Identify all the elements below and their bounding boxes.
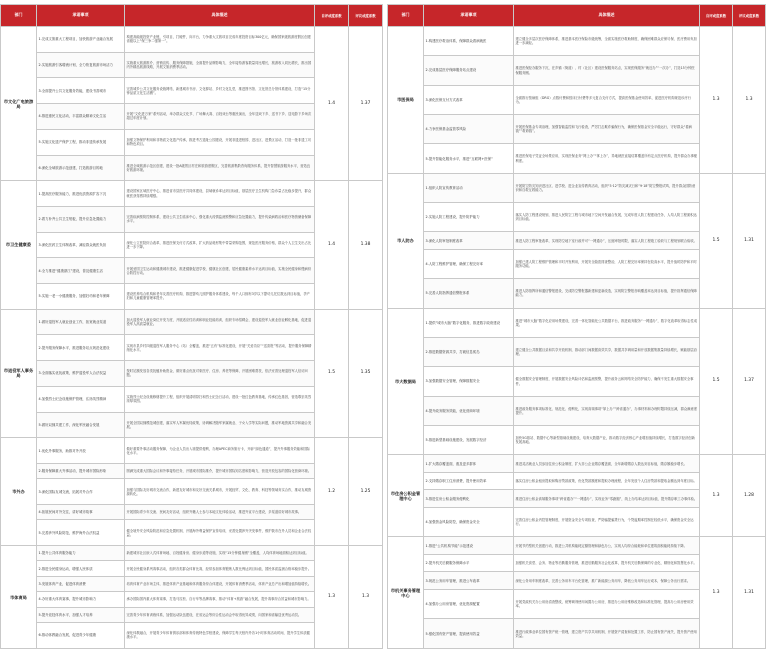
commitment-item-cell: 1.提升公共体育服务能力 xyxy=(37,546,125,561)
department-cell: 市体育局 xyxy=(1,546,37,649)
commitment-item-cell: 3.加强数据安全管理，保障数据安全 xyxy=(424,367,514,396)
right-commitment-table xyxy=(387,4,766,649)
commitment-desc-cell: 完善城乡公共文化服务设施网络，新建城市书房、文化驿站、乡村文化礼堂，推进图书馆、文化馆总分馆体系建设，打造“15分钟品质文化生活圈”。 xyxy=(125,78,315,104)
commitment-desc-cell: 开展全民健身系列赛事活动，组织各类群众体育比赛，经常参加体育锻炼人数比例达到目标值，国民体质监测合格率稳步提升。 xyxy=(125,561,315,576)
commitment-item-cell: 4.加强烈士纪念设施保护管理，弘扬英烈精神 xyxy=(37,386,125,412)
department-cell: 市住房公积金管理中心 xyxy=(388,455,424,537)
commitment-item-cell: 6.推动体教融合发展，促进青少年健康 xyxy=(37,622,125,648)
commitment-desc-cell: 建立健全公共数据目录和共享开放机制，推动部门间数据高效共享，数据共享调用量和开放数据集数量持续增长，赋能基层治理。 xyxy=(514,337,700,366)
table-row xyxy=(1,181,383,207)
department-cell: 市机关事务管理中心 xyxy=(388,537,424,649)
commitment-desc-cell: 开展医保基金专项治理，加强智能监控和飞行检查，严厉打击欺诈骗保行为，确保医保基金安全平稳运行，守好群众“看病钱”“救命钱”。 xyxy=(514,115,700,144)
commitment-item-cell: 5.强化国有资产管理，提高使用效益 xyxy=(424,619,514,649)
commitment-desc-cell: 深化公务用车制度改革，完善公务用车平台化管理，推广新能源公务用车，降低公务用车运行成本，保障公务出行需求。 xyxy=(514,572,700,590)
self-score-cell: 1.5 xyxy=(700,308,733,455)
commitment-item-cell: 2.实施人防工程建设，提升防护能力 xyxy=(424,203,514,232)
commitment-item-cell: 5.推进新型基础设施建设，发展数字经济 xyxy=(424,426,514,455)
commitment-item-cell: 1.完成文旅重大工程项目，加快旅游产业融合发展 xyxy=(37,27,125,53)
commitment-desc-cell: 开展爱国卫生运动和健康城市建设，推进健康促进学校、健康社区创建，居民健康素养水平达到目标值，实施全民健身和慢病综合防控行动。 xyxy=(125,258,315,284)
commitment-desc-cell: 加强已建人防工程维护管理和平时开发利用，开展安全隐患排查整治，人防工程完好率保持在较高水平，提升战时防护和平时服务功能。 xyxy=(514,249,700,278)
commitment-item-cell: 4.力争医保基金监管零风险 xyxy=(424,115,514,144)
commitment-item-cell: 5.完善人防指挥通信警报体系 xyxy=(424,279,514,308)
commitment-item-cell: 1.提高医疗服务能力，推进优质资源扩容下沉 xyxy=(37,181,125,207)
commitment-item-cell: 2.提升服务保障水平，推进服务站点规范化建设 xyxy=(37,335,125,361)
commitment-desc-cell: 圆满完成重大国际会议和外事接待任务，开展城市国际推介，提升城市国际知名度和影响力，营造开放包容的国际化营商环境。 xyxy=(125,463,315,478)
eval-score-cell: 1.38 xyxy=(349,181,383,310)
commitment-desc-cell: 推进医保经办服务下沉，在乡镇（街道）、村（社区）建设医保服务站点，实现医保服务“就近办”“一次办”，打造15分钟医保服务圈。 xyxy=(514,56,700,85)
commitment-item-cell: 4.拓展民间对外交往，讲好城市故事 xyxy=(37,505,125,520)
self-score-cell: 1.5 xyxy=(315,309,349,438)
commitment-item-cell: 3.深化医药卫生体制改革，减轻群众就医负担 xyxy=(37,232,125,258)
eval-score-cell: 1.37 xyxy=(733,308,766,455)
self-score-cell: 1.5 xyxy=(700,173,733,308)
header-self-score: 自评或度系数 xyxy=(315,5,349,27)
commitment-desc-cell: 加强与国际友好城市交流合作，新建友好城市和友好交流关系城市，开展经贸、文化、教育、科技等领域务实合作，推动友城资源转化。 xyxy=(125,479,315,505)
table-header-row xyxy=(1,5,383,27)
commitment-desc-cell: 深化体教融合，开展青少年体育俱乐部和体育传统特色学校建设，保障学生每天校内外各1小时体育活动时间，提升学生体质健康水平。 xyxy=(125,622,315,648)
commitment-desc-cell: 建设医养结合机构和老年友善医疗机构，推进婴幼儿照护服务体系建设，每千人口拥有3岁以下婴幼儿托位数达到目标值，孕产妇和儿童健康管理率提升。 xyxy=(125,284,315,310)
commitment-desc-cell: 加强机关食堂、会务、物业等后勤服务管理，推进后勤服务社会化改革，提升机关后勤保障的专业化、精细化和智慧化水平。 xyxy=(514,554,700,572)
commitment-item-cell: 4.加强资金风险防控，确保资金安全 xyxy=(424,508,514,537)
commitment-item-cell: 1.扩大缴存覆盖面，惠及更多群体 xyxy=(424,455,514,473)
commitment-desc-cell: 健全境外安全风险防范和应急处置机制，开展海外利益保护宣传培训，妥善处置涉外突发事件，维护我市在外人员和企业合法权益。 xyxy=(125,520,315,546)
commitment-desc-cell: 推进灵活就业人员参加住房公积金制度，扩大非公企业缴存覆盖面，全年新增缴存人数达到目标值，缴存额稳步增长。 xyxy=(514,455,700,473)
department-cell: 市医保局 xyxy=(388,27,424,174)
commitment-desc-cell: 加快5G基站、数据中心等新型基础设施建设，培育大数据产业，推动数字经济核心产业增加值持续增长，打造数字经济创新发展高地。 xyxy=(514,426,700,455)
commitment-desc-cell: 按时足额发放各类抚恤补助资金，做好重点优抚对象医疗、住房、养老等保障，开展困难帮扶，依法妥善处理退役军人信访问题。 xyxy=(125,361,315,387)
header-desc: 具体描述 xyxy=(125,5,315,27)
self-score-cell: 1.2 xyxy=(315,438,349,546)
commitment-item-cell: 3.全面提升公共文化服务效能，建设书香城市 xyxy=(37,78,125,104)
commitment-item-cell: 5.实施文化遗产保护工程，推动非遗传承发展 xyxy=(37,129,125,155)
header-desc: 具体描述 xyxy=(514,5,700,27)
commitment-item-cell: 2.着力补齐公共卫生短板，提升应急处置能力 xyxy=(37,206,125,232)
commitment-desc-cell: 建立健全多层次医疗保障体系，推进基本医疗保险市级统筹，全面实施医疗救助制度，确保困难群众应保尽保、医疗费用负担进一步减轻。 xyxy=(514,27,700,56)
self-score-cell: 1.3 xyxy=(700,537,733,649)
header-item: 承诺事项 xyxy=(37,5,125,27)
commitment-item-cell: 1.优化外事服务，助推对外开放 xyxy=(37,438,125,464)
commitment-desc-cell: 新建城市社区嵌入式体育场地、百姓健身房、健身步道等设施，实现“15分钟健身圈”全覆盖，人均体育场地面积达到目标值。 xyxy=(125,546,315,561)
commitment-desc-cell: 加大退役军人就业岗位开发力度，开展适应性培训和职业技能培训，组织专场招聘会，建设退役军人就业创业孵化基地，促进退役军人高质量就业。 xyxy=(125,309,315,335)
commitment-item-cell: 4.办好重大体育赛事，提升城市影响力 xyxy=(37,592,125,607)
commitment-item-cell: 1.组织人防宣传教育活动 xyxy=(424,173,514,202)
self-score-cell: 1.3 xyxy=(315,546,349,649)
commitment-desc-cell: 推进行政事业单位国有资产统一管理，建立资产共享共用机制，开展资产清查和处置工作，防止国有资产流失，提升资产使用效益。 xyxy=(514,619,700,649)
eval-score-cell: 1.3 xyxy=(349,546,383,649)
commitment-desc-cell: 开展国际青少年交流、民间友好活动，组织外籍人士参与本地文化体验活动，推进外宣平台建设，多渠道讲好城市故事。 xyxy=(125,505,315,520)
eval-score-cell: 1.37 xyxy=(349,27,383,181)
table-row xyxy=(1,27,383,53)
commitment-item-cell: 3.深化国际友城交流，拓展对外合作 xyxy=(37,479,125,505)
eval-score-cell: 1.31 xyxy=(733,173,766,308)
commitment-item-cell: 5.完善涉外风险防范，维护海外合法权益 xyxy=(37,520,125,546)
header-dept: 部门 xyxy=(1,5,37,27)
commitment-item-cell: 2.推进全民健身运动，增强人民体质 xyxy=(37,561,125,576)
commitment-desc-cell: 实施烈士纪念设施修缮提升工程，组织开展清明祭扫和烈士纪念日活动，建设一批红色教育基地，传承红色基因，营造尊崇英烈浓厚氛围。 xyxy=(125,386,315,412)
commitment-item-cell: 4.人防工程维护管理，确保工程完好率 xyxy=(424,249,514,278)
left-commitment-table xyxy=(0,4,383,649)
commitment-item-cell: 3.规范公务用车管理，推进公车改革 xyxy=(424,572,514,590)
commitment-desc-cell: 构建高能级投资产业链，引项目，打硬件，向平台，力争重大文旅项目完成年度投资目标300亿元，确保国家级旅游度假区创建省级以上“保三争二强第一”。 xyxy=(125,27,315,53)
table-row xyxy=(388,308,766,337)
commitment-desc-cell: 推进人防工程审批改革，实现防空地下室行政许可“一网通办”，压缩审批时限，落实人防工程竣工验收与工程规划联合验收。 xyxy=(514,232,700,250)
commitment-item-cell: 4.提升政务服务效能，优化营商环境 xyxy=(424,396,514,425)
commitment-desc-cell: 落实人防工程建设规划，推进人民防空工程与城市地下空间开发融合发展，完成年度人防工程建设任务，人均人防工程面积达到目标值。 xyxy=(514,203,700,232)
eval-score-cell: 1.35 xyxy=(349,309,383,438)
table-row xyxy=(388,455,766,473)
commitment-item-cell: 4.加强办公用房管理，优化资源配置 xyxy=(424,589,514,618)
commitment-desc-cell: 开展防空防灾知识进社区、进学校、进企业宣传教育活动，组织“5·12”防灾减灾日和“9·18”防空警报试鸣，提升群众国防意识和自救互救能力。 xyxy=(514,173,700,202)
commitment-desc-cell: 实现市县乡村四级退役军人服务中心（站）全覆盖，推进“五有”标准化建设，开展“关爱功臣”“送喜报”等活动，提升服务保障精细化水平。 xyxy=(125,335,315,361)
commitment-item-cell: 1.推进“公共机构节能”示范建设 xyxy=(424,537,514,555)
department-cell: 市大数据局 xyxy=(388,308,424,455)
commitment-desc-cell: 实施重大旅游推介、营销宣传、服务保障措施，全面提升品牌影响力，全年接待游客数量同比增长，旅游收入同比增长，推出国内外精品旅游线路，开展文旅消费季活动。 xyxy=(125,52,315,78)
department-cell: 市文化广电旅游局 xyxy=(1,27,37,181)
commitment-item-cell: 2.实施旅游引客增流计划，全力恢复旅游市场活力 xyxy=(37,52,125,78)
commitment-item-cell: 5.做好双拥共建工作，深化军民融合发展 xyxy=(37,412,125,438)
commitment-item-cell: 5.提升竞技体育水平，加强人才培养 xyxy=(37,607,125,622)
table-row xyxy=(1,546,383,561)
commitment-item-cell: 2.推进数据资源共享，打破信息孤岛 xyxy=(424,337,514,366)
eval-score-cell: 1.25 xyxy=(349,438,383,546)
commitment-desc-cell: 健全数据安全管理制度，开展数据安全风险评估和监测预警，提升政务云和网络安全防护能力，确保不发生重大数据安全事件。 xyxy=(514,367,700,396)
commitment-desc-cell: 落实住房公积金租房提取和购房贷款政策，优化贷款额度和提取办理流程，全年发放个人住房贷款和提取金额达到年度目标。 xyxy=(514,472,700,490)
table-row xyxy=(1,309,383,335)
commitment-item-cell: 3.发展体育产业，促进体育消费 xyxy=(37,576,125,591)
department-cell: 市退役军人事务局 xyxy=(1,309,37,438)
commitment-desc-cell: 开展党政机关办公用房清查整改，统筹调剂使用闲置办公用房，推进办公用房维修改造和标准化管理，提高办公用房使用效率。 xyxy=(514,589,700,618)
commitment-item-cell: 4.全力推进“健康浙江”建设，普及健康生活 xyxy=(37,258,125,284)
department-cell: 市卫生健康委 xyxy=(1,181,37,310)
commitment-item-cell: 3.全面落实优抚政策，维护退役军人合法权益 xyxy=(37,361,125,387)
eval-score-cell: 1.28 xyxy=(733,455,766,537)
department-cell: 市人防办 xyxy=(388,173,424,308)
department-cell: 市外办 xyxy=(1,438,37,546)
commitment-desc-cell: 推进政务服务事项标准化、规范化、便利化，实现高频事项“掌上办”“跨省通办”，办事材料和办理时限持续压减，群众满意度提升。 xyxy=(514,396,700,425)
commitment-desc-cell: 推进住房公积金高频服务事项“跨省通办”“一网通办”，实现业务“零跑腿”，线上办结率达到目标值，提升缴存职工办事体验。 xyxy=(514,490,700,508)
commitment-desc-cell: 开展全国双拥模范城创建，落实军人军属优待政策，协调解决随军家属就业、子女入学等实际问题，推动军地资源共享和融合发展。 xyxy=(125,412,315,438)
commitment-desc-cell: 推进全域旅游示范区创建，建设一批A级景区村庄和旅游度假区，完善旅游集散咨询服务体系，提升智慧旅游服务水平，营造良好旅游环境。 xyxy=(125,155,315,181)
commitment-item-cell: 6.深化全域旅游示范创建，打造旅游目的地 xyxy=(37,155,125,181)
table-row xyxy=(1,438,383,464)
commitment-item-cell: 2.完成基层医疗保障服务站点建设 xyxy=(424,56,514,85)
self-score-cell: 1.4 xyxy=(315,181,349,310)
right-table-body xyxy=(388,27,766,649)
header-item: 承诺事项 xyxy=(424,5,514,27)
commitment-desc-cell: 培育体育产业市场主体，推进体育产业基地和体育服务综合体建设，开展体育消费季活动，体育产业总产出和增加值持续增长。 xyxy=(125,576,315,591)
commitment-item-cell: 5.实施一老一小健康服务，加强妇幼和老年保障 xyxy=(37,284,125,310)
table-header-row xyxy=(388,5,766,27)
self-score-cell: 1.3 xyxy=(700,455,733,537)
commitment-desc-cell: 承办国际国内重大体育赛事，打造马拉松、自行车等品牌赛事，推动“体育+旅游”融合发展，提升赛事综合效益和城市影响力。 xyxy=(125,592,315,607)
commitment-item-cell: 5.提升智能化服务水平，推进“互联网+医保” xyxy=(424,144,514,173)
commitment-item-cell: 1.提供“城市大脑”数字化服务，推进数字政府建设 xyxy=(424,308,514,337)
table-row xyxy=(388,27,766,56)
self-score-cell: 1.4 xyxy=(315,27,349,181)
commitment-item-cell: 3.深化人防审批制度改革 xyxy=(424,232,514,250)
commitment-desc-cell: 推进医保电子凭证全场景应用，实现医保业务“网上办”“掌上办”，异地就医直接结算覆盖所有定点医疗机构，提升群众办事便利度。 xyxy=(514,144,700,173)
commitment-item-cell: 2.服务保障重大外事活动，提升城市国际形象 xyxy=(37,463,125,478)
commitment-desc-cell: 完善青少年体育训练体系，加强运动队伍建设，在省运会等综合性运动会中取得优异成绩，向国家和省输送优秀运动员。 xyxy=(125,607,315,622)
commitment-desc-cell: 做好重要外事活动服务保障，为企业人员出入境提供便利，办理APEC商务旅行卡，开辟“绿色通道”，提升外事服务效能和国际化水平。 xyxy=(125,438,315,464)
self-score-cell: 1.3 xyxy=(700,27,733,174)
commitment-desc-cell: 开展“文化进万家”系列活动，举办群众文化节、广场舞大赛、百姓戏台等惠民演出，全年送戏下乡、送书下乡、送电影下乡场次超过年度计划。 xyxy=(125,104,315,130)
commitment-desc-cell: 开展节约型机关创建行动，推进公共机构能耗定额管理和绿色办公，实现人均综合能耗和单位建筑面积能耗持续下降。 xyxy=(514,537,700,555)
eval-score-cell: 1.3 xyxy=(733,27,766,174)
commitment-item-cell: 1.做好退役军人就业创业工作，拓宽就业渠道 xyxy=(37,309,125,335)
commitment-item-cell: 1.构建医疗救治体系，保障群众看病就医 xyxy=(424,27,514,56)
commitment-desc-cell: 推进“城市大脑”数字化应用场景建设，完善一体化智能化公共数据平台，推进政务服务“一网通办”，数字化改革取得标志性成果。 xyxy=(514,308,700,337)
commitment-desc-cell: 完善疾病预防控制体系，建设公共卫生临床中心，强化重大疫情监测预警和应急处置能力，提升传染病救治和医疗物资储备保障水平。 xyxy=(125,206,315,232)
header-eval-score: 评议或度系数 xyxy=(733,5,766,27)
commitment-desc-cell: 全面推行按病组（DRG）点数付费和按床日付费等多元复合支付方式，提高医保基金使用效率，促进医疗机构规范诊疗行为。 xyxy=(514,85,700,114)
header-self-score: 自评或度系数 xyxy=(700,5,733,27)
commitment-desc-cell: 完善住房公积金内控管理制度，开展资金安全专项检查，严防骗提骗贷行为，个贷逾期率控制在较低水平，确保资金安全运行。 xyxy=(514,508,700,537)
commitment-desc-cell: 推进人防指挥所和通信警报建设，完成防空警报器新建和更新改造，实现防空警报音响覆盖率达到目标值，提升指挥通信保障能力。 xyxy=(514,279,700,308)
table-row xyxy=(388,173,766,202)
commitment-item-cell: 2.支持缴存职工住房消费，提升使用效率 xyxy=(424,472,514,490)
commitment-item-cell: 2.提升机关后勤服务保障水平 xyxy=(424,554,514,572)
header-dept: 部门 xyxy=(388,5,424,27)
commitment-item-cell: 3.深化医保支付方式改革 xyxy=(424,85,514,114)
eval-score-cell: 1.31 xyxy=(733,537,766,649)
commitment-item-cell: 4.推进惠民文化活动，丰富群众精神文化生活 xyxy=(37,104,125,130)
header-eval-score: 评议或度系数 xyxy=(349,5,383,27)
left-table-body xyxy=(1,27,383,649)
commitment-item-cell: 3.推进住房公积金服务便利化 xyxy=(424,490,514,508)
commitment-desc-cell: 建设国家区域医疗中心，推进省市县医疗共同体建设，县域就诊率达到目标值，基层医疗卫生机构门急诊量占比稳步提升，群众就医获得感持续增强。 xyxy=(125,181,315,207)
commitment-desc-cell: 深化公立医院综合改革，推进医保支付方式改革，扩大药品耗材集中带量采购范围，规范医疗服务价格，群众个人卫生支出占比进一步下降。 xyxy=(125,232,315,258)
table-row xyxy=(388,537,766,555)
commitment-desc-cell: 加强文物保护利用和非物质文化遗产传承，推进考古遗址公园建设，开展非遗进校园、进社区、进景区活动，打造一批非遗工坊和特色项目。 xyxy=(125,129,315,155)
